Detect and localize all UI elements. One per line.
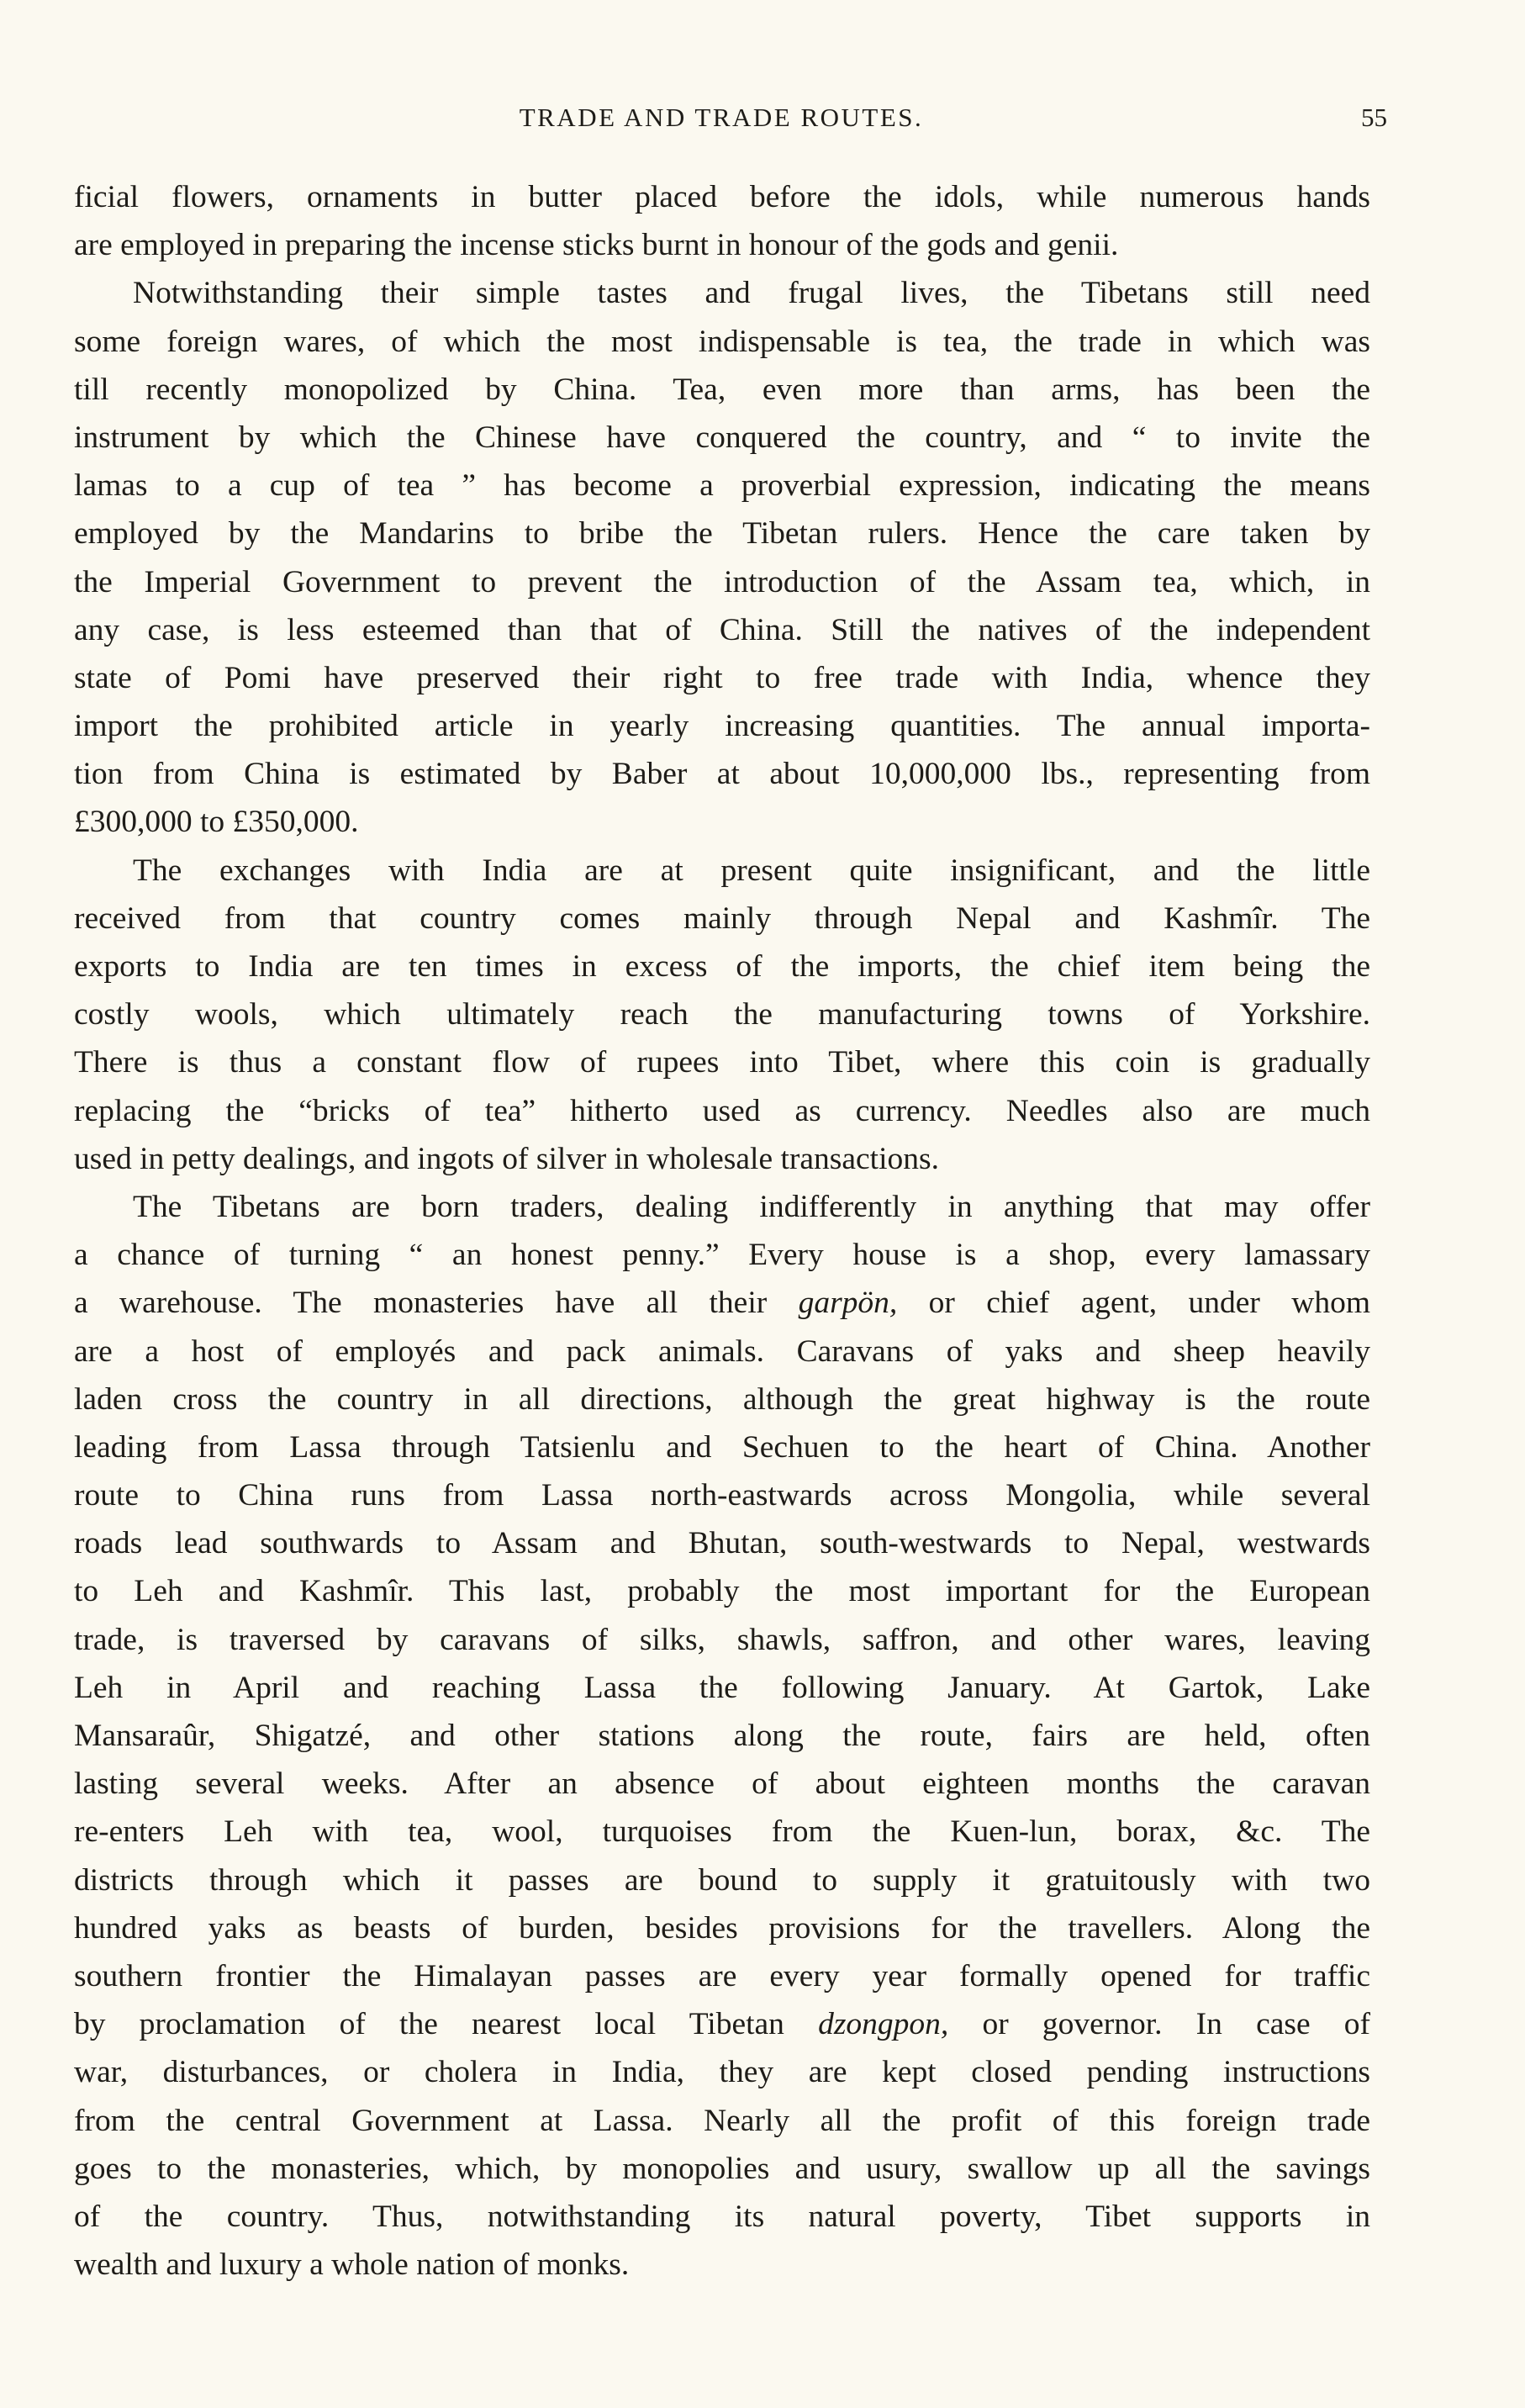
- text-line: tion from China is estimated by Baber at about 10,000,000 lbs., representing from: [74, 757, 1370, 792]
- text-line: import the prohibited article in yearly increasing quantities. The annual importa-: [74, 709, 1370, 744]
- text-line: [74, 2000, 1370, 2048]
- text-line: are a host of employés and pack animals. Caravans of yaks and sheep heavily: [74, 1333, 1370, 1369]
- text-line: used in petty dealings, and ingots of silver in wholesale transactions.: [74, 1141, 939, 1176]
- text-line: the Imperial Government to prevent the introduction of the Assam tea, which, in: [74, 564, 1370, 599]
- text-line: wealth and luxury a whole nation of monks.: [74, 2247, 630, 2283]
- text-line: state of Pomi have preserved their right to free trade with India, whence they: [74, 660, 1370, 695]
- text-line: ficial flowers, ornaments in butter placed before the idols, while numerous hands: [74, 180, 1370, 214]
- text-line: re-enters Leh with tea, wool, turquoises from the Kuen-lun, borax, &c. The: [74, 1814, 1370, 1850]
- text-line: from the central Government at Lassa. Nearly all the profit of this foreign trade: [74, 2103, 1370, 2138]
- text-line: roads lead southwards to Assam and Bhutan, south-westwards to Nepal, westwards: [74, 1526, 1370, 1561]
- text-line: a chance of turning “ an honest penny.” Every house is a shop, every lamassary: [74, 1238, 1370, 1273]
- text-line: goes to the monasteries, which, by monopolies and usury, swallow up all the savings: [74, 2151, 1370, 2186]
- text-segment: by proclamation of the nearest local Tibetan: [74, 2007, 784, 2042]
- text-line: war, disturbances, or cholera in India, they are kept closed pending instructions: [74, 2055, 1370, 2090]
- text-line: lamas to a cup of tea ” has become a proverbial expression, indicating the means: [74, 468, 1370, 504]
- text-line: employed by the Mandarins to bribe the Tibetan rulers. Hence the care taken by: [74, 516, 1370, 552]
- text-line: Mansaraûr, Shigatzé, and other stations along the route, fairs are held, often: [74, 1719, 1370, 1753]
- text-line: trade, is traversed by caravans of silks, shawls, saffron, and other wares, leaving: [74, 1622, 1370, 1657]
- text-line: The Tibetans are born traders, dealing indifferently in anything that may offer: [133, 1189, 1370, 1224]
- text-line: some foreign wares, of which the most indispensable is tea, the trade in which was: [74, 324, 1370, 359]
- text-line: costly wools, which ultimately reach the manufacturing towns of Yorkshire.: [74, 997, 1370, 1032]
- text-segment: a warehouse. The monasteries have all their: [74, 1286, 768, 1321]
- page-number: 55: [1361, 103, 1387, 132]
- running-head: [74, 99, 1387, 136]
- text-line: hundred yaks as beasts of burden, besides provisions for the travellers. Along the: [74, 1910, 1370, 1946]
- text-line: districts through which it passes are bound to supply it gratuitously with two: [74, 1862, 1370, 1898]
- text-line: Leh in April and reaching Lassa the following January. At Gartok, Lake: [74, 1670, 1370, 1705]
- italic-term-garpon: garpön,: [798, 1286, 898, 1321]
- text-line: [74, 1279, 1370, 1327]
- text-line: replacing the “bricks of tea” hitherto used as currency. Needles also are much: [74, 1093, 1370, 1128]
- text-line: exports to India are ten times in excess of the imports, the chief item being the: [74, 949, 1370, 984]
- text-line: laden cross the country in all directions, although the great highway is the route: [74, 1381, 1370, 1417]
- text-line: There is thus a constant flow of rupees into Tibet, where this coin is gradually: [74, 1045, 1370, 1080]
- text-segment: or chief agent, under whom: [928, 1286, 1370, 1321]
- running-title: TRADE AND TRADE ROUTES.: [519, 103, 924, 132]
- text-segment: or governor. In case of: [982, 2007, 1370, 2042]
- text-line: till recently monopolized by China. Tea, even more than arms, has been the: [74, 372, 1370, 407]
- text-line: route to China runs from Lassa north-eastwards across Mongolia, while several: [74, 1478, 1370, 1513]
- text-line: Notwithstanding their simple tastes and frugal lives, the Tibetans still need: [133, 276, 1370, 311]
- text-line: received from that country comes mainly through Nepal and Kashmîr. The: [74, 900, 1370, 936]
- text-line: instrument by which the Chinese have conquered the country, and “ to invite the: [74, 420, 1370, 455]
- text-line: The exchanges with India are at present quite insignificant, and the little: [133, 853, 1370, 888]
- text-line: to Leh and Kashmîr. This last, probably the most important for the European: [74, 1574, 1370, 1609]
- text-line: leading from Lassa through Tatsienlu and Sechuen to the heart of China. Another: [74, 1429, 1370, 1465]
- body-text: [74, 173, 1370, 2289]
- text-line: of the country. Thus, notwithstanding its natural poverty, Tibet supports in: [74, 2199, 1370, 2234]
- text-line: are employed in preparing the incense sticks burnt in honour of the gods and genii.: [74, 228, 1119, 263]
- italic-term-dzongpon: dzongpon,: [818, 2007, 949, 2042]
- text-line: £300,000 to £350,000.: [74, 805, 359, 840]
- text-line: any case, is less esteemed than that of China. Still the natives of the independent: [74, 612, 1370, 647]
- text-line: southern frontier the Himalayan passes are every year formally opened for traffic: [74, 1958, 1370, 1993]
- text-line: lasting several weeks. After an absence of about eighteen months the caravan: [74, 1766, 1370, 1802]
